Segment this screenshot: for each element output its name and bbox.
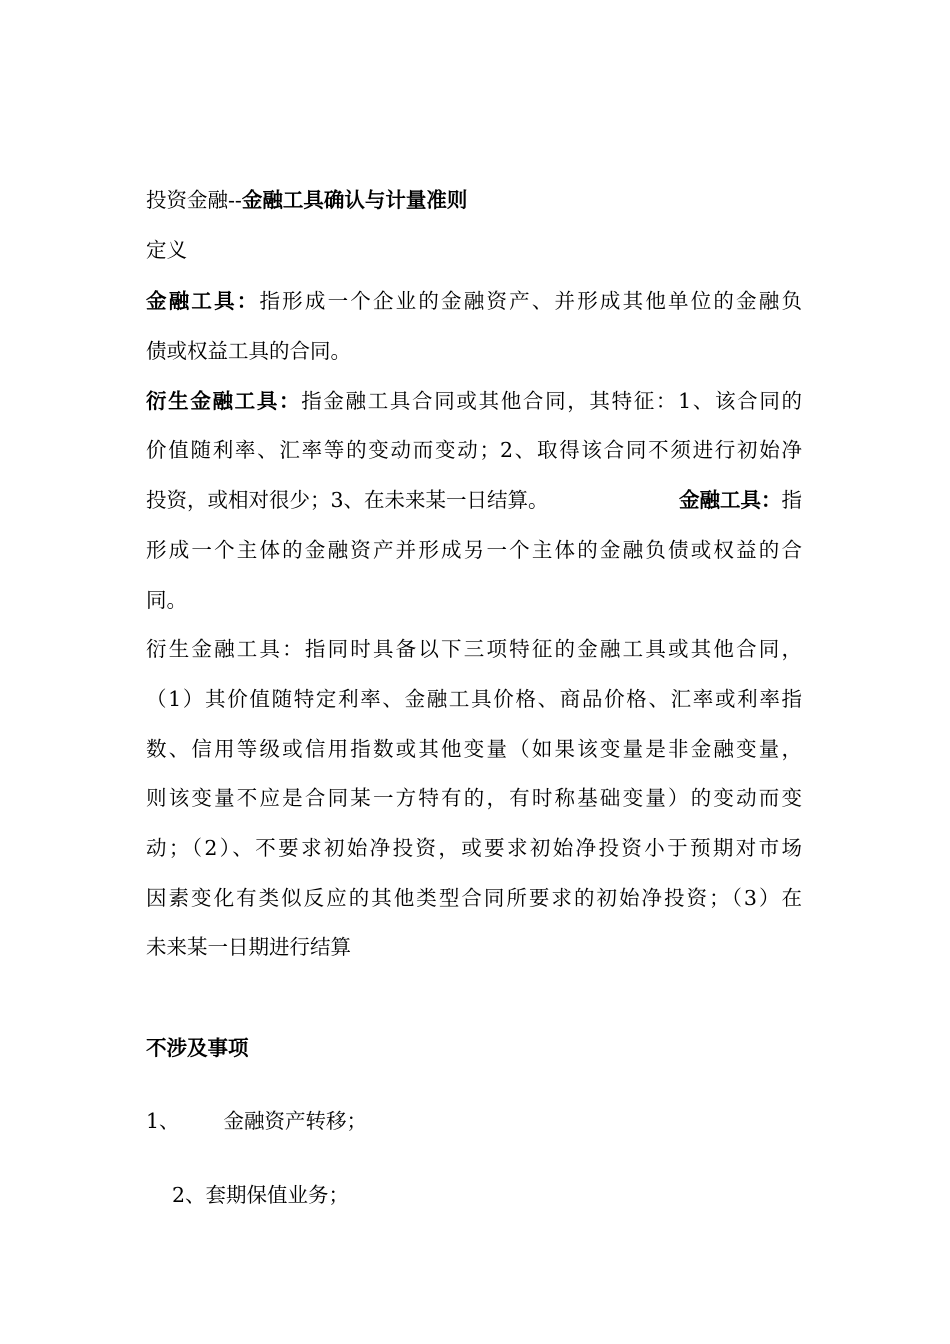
- def2-line3-text: 投资，或相对很少；3、在未来某一日结算。: [146, 488, 549, 512]
- list-item-text: 金融资产转移；: [223, 1109, 368, 1133]
- def2-line5: 同。: [146, 588, 187, 612]
- def2-text: 指金融工具合同或其他合同，其特征：1、该合同的: [301, 389, 803, 413]
- def2-term: 衍生金融工具：: [146, 389, 302, 413]
- def2-line3: [146, 488, 802, 512]
- def3-line6: 因素变化有类似反应的其他类型合同所要求的初始净投资；（3）在: [146, 886, 802, 910]
- list-item: [172, 1183, 349, 1207]
- list-item-number: 1、: [146, 1109, 180, 1133]
- document-title: [146, 188, 467, 212]
- def2-line4: 形成一个主体的金融资产并形成另一个主体的金融负债或权益的合: [146, 538, 802, 562]
- def2-line2: 价值随利率、汇率等的变动而变动；2、取得该合同不须进行初始净: [146, 438, 802, 462]
- def3-line3: 数、信用等级或信用指数或其他变量（如果该变量是非金融变量，: [146, 737, 802, 761]
- def1-text: 指形成一个企业的金融资产、并形成其他单位的金融负: [259, 289, 803, 313]
- def3-line2: （1）其价值随特定利率、金融工具价格、商品价格、汇率或利率指: [146, 687, 802, 711]
- section-heading-definition: 定义: [146, 238, 187, 262]
- def3-line7: 未来某一日期进行结算: [146, 935, 351, 959]
- def3-line1: 衍生金融工具：指同时具备以下三项特征的金融工具或其他合同，: [146, 637, 802, 661]
- def2-line3-term: 金融工具：: [679, 488, 782, 512]
- def1-line1: [146, 289, 802, 313]
- def2-line1: [146, 389, 802, 413]
- def3-line5: 动；（2）、不要求初始净投资，或要求初始净投资小于预期对市场: [146, 836, 802, 860]
- title-main: 金融工具确认与计量准则: [241, 188, 468, 212]
- list-item-number: 2、: [172, 1183, 206, 1207]
- def1-line2: 债或权益工具的合同。: [146, 339, 351, 363]
- def2-line3-end: [679, 488, 802, 512]
- list-item: [146, 1109, 367, 1133]
- section-heading-exclusions: 不涉及事项: [146, 1036, 249, 1060]
- def3-line4: 则该变量不应是合同某一方特有的，有时称基础变量）的变动而变: [146, 786, 802, 810]
- def2-line3-tail: 指: [781, 488, 802, 512]
- list-item-text: 套期保值业务；: [205, 1183, 350, 1207]
- title-prefix: 投资金融--: [146, 188, 242, 212]
- def1-term: 金融工具：: [146, 289, 260, 313]
